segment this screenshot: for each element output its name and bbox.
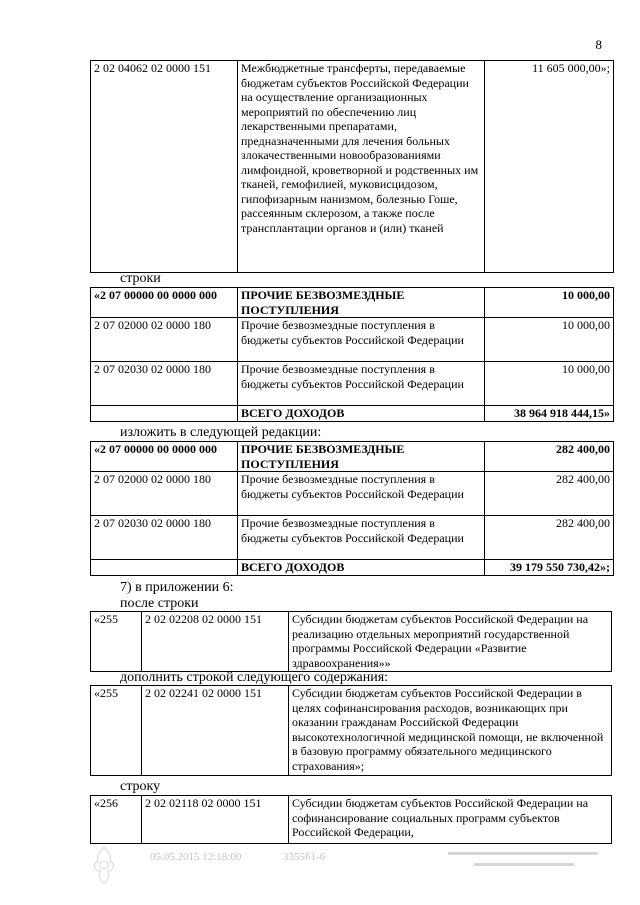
description-cell: ПРОЧИЕ БЕЗВОЗМЕЗДНЫЕ ПОСТУПЛЕНИЯ [238,288,485,318]
table-row [91,612,612,672]
budget-code-cell: 2 02 02241 02 0000 151 [142,686,289,776]
table-row [91,442,614,472]
table-row [91,472,614,516]
description-cell: Прочие безвозмездные поступления в бюджеты субъектов Российской Федерации [238,318,485,362]
table-row [91,560,614,576]
caption-rows: строки [120,271,161,286]
amount-cell: 10 000,00 [485,362,614,406]
amount-cell: 282 400,00 [485,442,614,472]
table-row [91,318,614,362]
budget-code-cell: 2 07 02000 02 0000 180 [91,472,238,516]
description-cell: Прочие безвозмездные поступления в бюджеты субъектов Российской Федерации [238,362,485,406]
footer-doc-id: 335561-6 [283,851,326,863]
table-row [91,61,614,273]
old-income-table [90,287,614,422]
table-row [91,288,614,318]
page-number: 8 [595,37,602,52]
budget-code-cell: «2 07 00000 00 0000 000 [91,288,238,318]
caption-row: строку [120,779,161,794]
amount-cell: 11 605 000,00»; [485,61,614,273]
budget-code-cell: 2 07 02000 02 0000 180 [91,318,238,362]
budget-code-cell: «2 07 00000 00 0000 000 [91,442,238,472]
budget-code-cell: 2 07 02030 02 0000 180 [91,362,238,406]
budget-code-cell [91,406,238,422]
seal-icon [90,845,118,885]
budget-code-cell: 2 02 02118 02 0000 151 [142,796,289,844]
table-row [91,362,614,406]
description-cell: Субсидии бюджетам субъектов Российской Федерации на софинансирование социальных программ субъектов Российской Федерации, [289,796,612,844]
footer-timestamp: 05.05.2015 12:18:00 [150,851,242,863]
caption-new-edition: изложить в следующей редакции: [120,425,322,440]
table-row [91,796,612,844]
budget-code-cell: 2 07 02030 02 0000 180 [91,516,238,560]
row-number-cell: «256 [91,796,142,844]
row-number-cell: «255 [91,686,142,776]
appendix-row-255-old [90,611,612,672]
table-row [91,686,612,776]
total-amount-cell: 39 179 550 730,42»; [485,560,614,576]
amount-cell: 10 000,00 [485,288,614,318]
total-amount-cell: 38 964 918 444,15» [485,406,614,422]
appendix-row-255-new [90,685,612,776]
caption-appendix: 7) в приложении 6: [120,580,234,595]
total-label-cell: ВСЕГО ДОХОДОВ [238,560,485,576]
amount-cell: 282 400,00 [485,472,614,516]
amount-cell: 282 400,00 [485,516,614,560]
description-cell: Межбюджетные трансферты, передаваемые бюджетам субъектов Российской Федерации на осуществление организационных мероприятий по обеспечению лиц лекарственными препаратами, предназначенными для лечения больных злокачественными новообразованиями лимфоидной, кроветворной и родственных им тканей, гемофилией, муковисцидозом, гипофизарным нанизмом, болезнью Гоше, рассеянным склерозом, а также после трансплантации органов и (или) тканей [238,61,485,273]
new-income-table [90,441,614,576]
appendix-row-256 [90,795,612,844]
budget-code-cell [91,560,238,576]
row-number-cell: «255 [91,612,142,672]
watermark-stamp [444,848,604,878]
budget-code-cell: 2 02 02208 02 0000 151 [142,612,289,672]
table-row [91,406,614,422]
description-cell: ПРОЧИЕ БЕЗВОЗМЕЗДНЫЕ ПОСТУПЛЕНИЯ [238,442,485,472]
description-cell: Прочие безвозмездные поступления в бюджеты субъектов Российской Федерации [238,472,485,516]
amount-cell: 10 000,00 [485,318,614,362]
description-cell: Субсидии бюджетам субъектов Российской Федерации в целях софинансирования расходов, возникающих при оказании гражданам Российской Федерации высокотехнологичной медицинской помощи, не включенной в базовую программу обязательного медицинского страхования»; [289,686,612,776]
watermark-icon [444,848,604,874]
caption-after-row: после строки [120,596,199,611]
table-row [91,516,614,560]
budget-code-cell: 2 02 04062 02 0000 151 [91,61,238,273]
description-cell: Прочие безвозмездные поступления в бюджеты субъектов Российской Федерации [238,516,485,560]
description-cell: Субсидии бюджетам субъектов Российской Федерации на реализацию отдельных мероприятий государственной программы Российской Федерации «Развитие здравоохранения»» [289,612,612,672]
caption-add-row: дополнить строкой следующего содержания: [120,670,389,685]
transfer-table [90,60,614,273]
total-label-cell: ВСЕГО ДОХОДОВ [238,406,485,422]
